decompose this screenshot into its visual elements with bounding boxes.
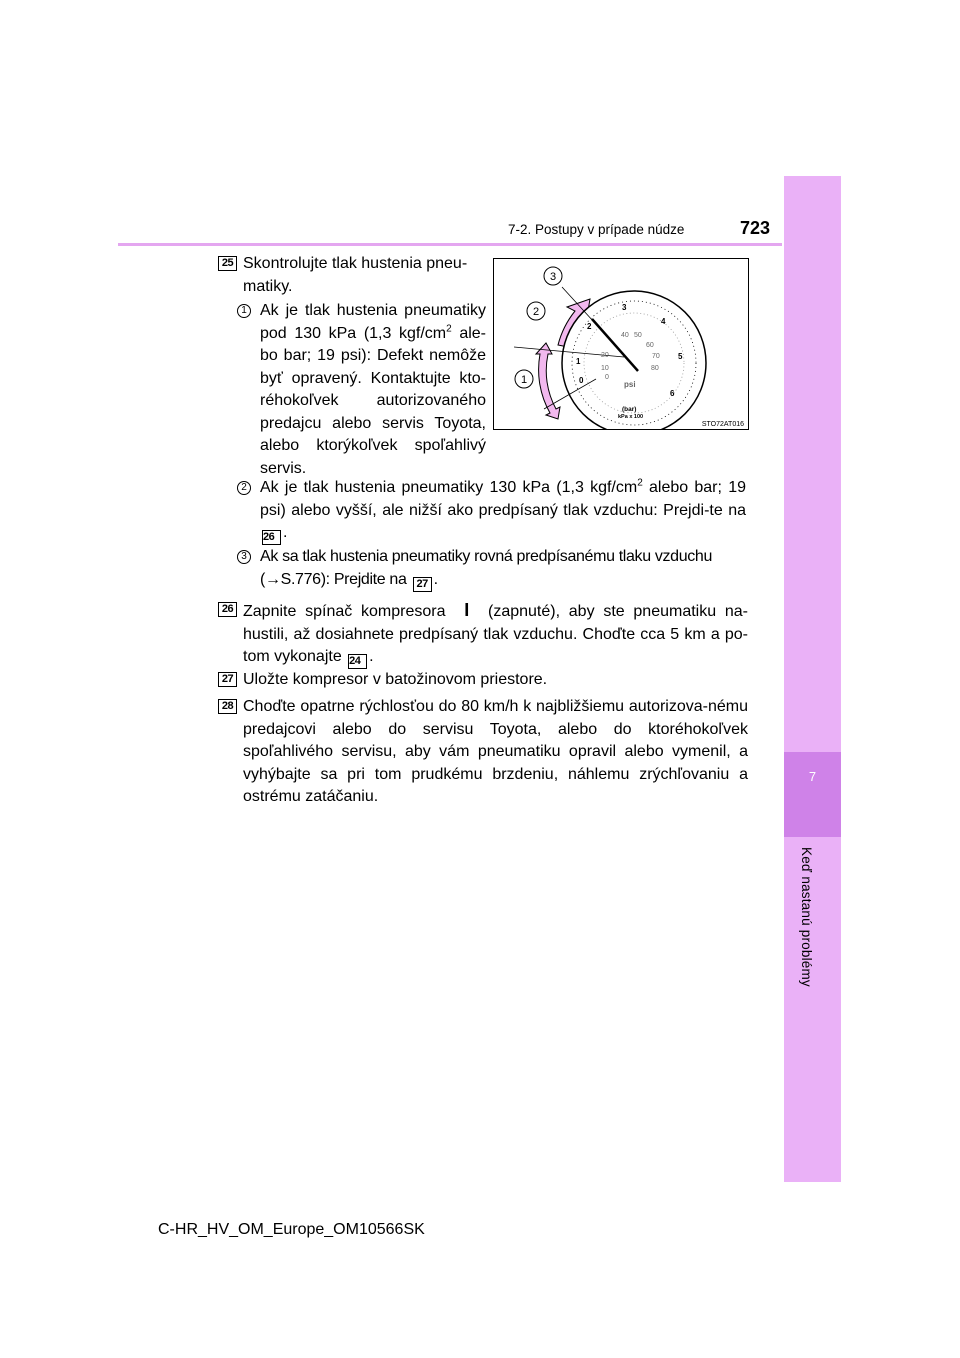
step-badge-27: 27 (218, 672, 237, 687)
step-25-text: Skontrolujte tlak hustenia pneu-matiky. (243, 255, 468, 295)
bar-tick-5: 5 (678, 352, 683, 361)
step-badge-26: 26 (218, 602, 237, 617)
bar-tick-0: 0 (579, 376, 584, 385)
chapter-title: Keď nastanú problémy (799, 847, 814, 987)
header-divider (118, 243, 782, 246)
ref-badge-26[interactable]: 26 (262, 530, 281, 545)
arrow-1-icon (536, 343, 560, 419)
sub-marker-3: 3 (237, 550, 251, 564)
psi-tick-80: 80 (651, 365, 659, 372)
psi-tick-60: 60 (646, 342, 654, 349)
callout-1: 1 (520, 374, 528, 386)
psi-tick-10: 10 (601, 365, 609, 372)
chapter-side-tab (784, 176, 841, 1182)
psi-tick-50: 50 (634, 332, 642, 339)
compressor-switch-symbol: I (464, 600, 470, 620)
pressure-gauge-illustration (494, 259, 748, 429)
psi-tick-0: 0 (605, 374, 609, 381)
callout-3: 3 (549, 271, 557, 283)
ref-badge-27[interactable]: 27 (413, 577, 432, 592)
bar-label: (bar) (622, 406, 637, 413)
page-number: 723 (740, 218, 771, 238)
sub-item-2-text: Ak je tlak hustenia pneumatiky 130 kPa (1,3 kgf/$cm^2$ alebo bar; 19 psi) alebo vyšší, ale nižší ako predpísaný tlak vzduchu: Prejdi-te na 26 . (260, 477, 746, 543)
figure-code: STO72AT016 (701, 421, 744, 428)
psi-label: psi (624, 380, 636, 389)
chapter-number-box (784, 752, 841, 837)
psi-tick-20: 20 (601, 352, 609, 359)
sub-item-3-text: Ak sa tlak hustenia pneumatiky rovná predpísanému tlaku vzduchu (→S.776): Prejdite na 27 . (260, 548, 712, 590)
step-badge-28: 28 (218, 699, 237, 714)
ref-badge-24[interactable]: 24 (348, 654, 367, 669)
bar-tick-3: 3 (622, 303, 627, 312)
bar-tick-1: 1 (576, 357, 581, 366)
sub-marker-2: 2 (237, 481, 251, 495)
bar-tick-4: 4 (661, 317, 666, 326)
sub-marker-1: 1 (237, 304, 251, 318)
callout-2: 2 (532, 306, 540, 318)
chapter-number: 7 (808, 769, 817, 784)
kpa-label: kPa x 100 (618, 414, 644, 420)
document-footer: C-HR_HV_OM_Europe_OM10566SK (158, 1221, 425, 1238)
bar-tick-6: 6 (670, 389, 675, 398)
bar-tick-2: 2 (587, 322, 592, 331)
pressure-gauge-figure (493, 258, 749, 430)
psi-tick-70: 70 (652, 353, 660, 360)
psi-tick-40: 40 (621, 332, 629, 339)
step-badge-25: 25 (218, 256, 237, 271)
section-title: 7-2. Postupy v prípade núdze (508, 222, 685, 237)
step-28-text: Choďte opatrne rýchlosťou do 80 km/h k najbližšiemu autorizova-nému predajcovi alebo do servisu Toyota, alebo do ktoréhokoľvek spoľahlivého servisu, aby vám pneumatiku opravil alebo vymenil, a vyhýbajte sa pri tom prudkému brzdeniu, náhlemu zrýchľovaniu a ostrému zatáčaniu. (243, 698, 748, 805)
step-26-text: Zapnite spínač kompresora I (zapnuté), aby ste pneumatiku na-hustili, až dosiahnete predpísaný tlak vzduchu. Choďte cca 5 km a po-tom vykonajte 24 . (243, 600, 748, 667)
step-27-text: Uložte kompresor v batožinovom priestore. (243, 671, 548, 688)
sub-item-1-text: Ak je tlak hustenia pneumatiky pod 130 kPa (1,3 kgf/$cm^2$ ale-bo bar; 19 psi): Defekt nemôže byť opravený. Kontaktujte kto-réhokoľvek autorizovaného predajcu alebo servis Toyota, alebo ktorýkoľvek spoľahlivý servis. (260, 302, 487, 477)
